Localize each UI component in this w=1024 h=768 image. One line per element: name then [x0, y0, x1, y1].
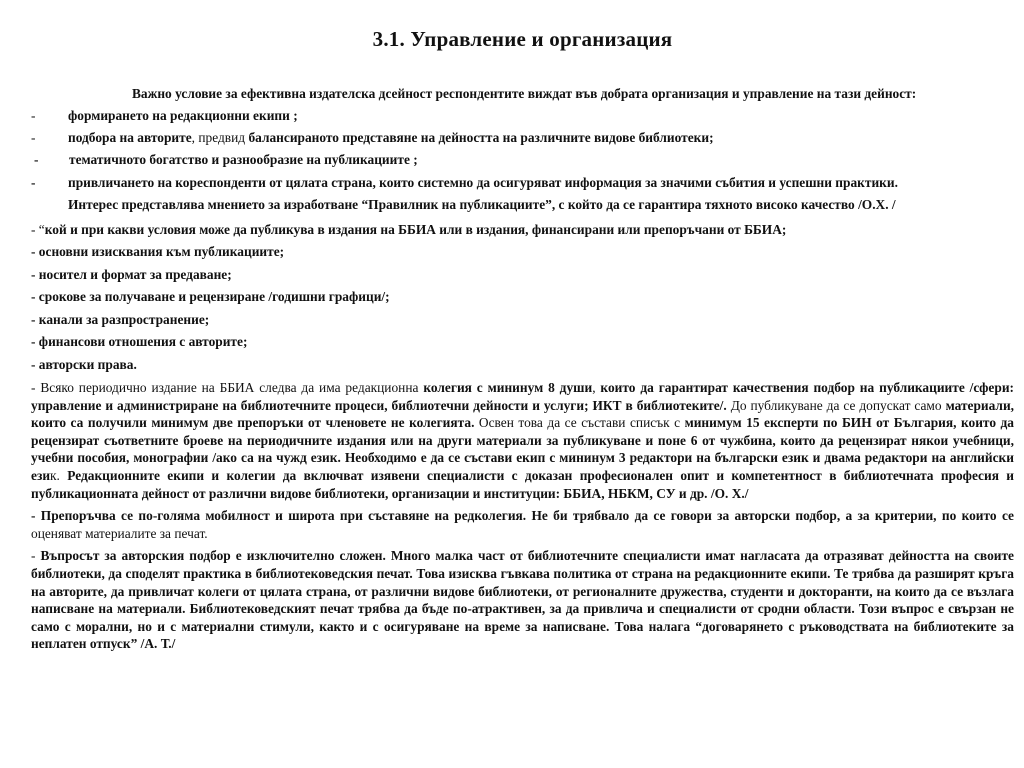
bullet-dash: -	[34, 152, 39, 167]
bullet-item	[31, 106, 1014, 125]
mobility-paragraph: - Препоръчва се по-голяма мобилност и широта при съставяне на редколегия. Не би трябвало да се говори за авторски подбор, а за критерии, по които се оценяват материалите за печат.	[31, 508, 1014, 541]
list-item: - носител и формат за предаване;	[31, 266, 232, 282]
intro-paragraph: Важно условие за ефективна издателска дсейност респондентите виждат във добрата организация и управление на тази дейност:	[132, 86, 917, 101]
page-title: 3.1. Управление и организация	[372, 27, 673, 51]
bullet-text: привличането на кореспонденти от цялата страна, които системно да осигуряват информация за значими събития и успешни практики.	[68, 175, 898, 190]
bullet-item	[31, 172, 1014, 194]
bullet-item	[31, 150, 1014, 169]
interest-paragraph: Интерес представлява мнението за изработване “Правилник на публикациите”, с който да се гарантира тяхното високо качество /О.Х. /	[68, 197, 896, 212]
bullet-dash: -	[31, 108, 36, 123]
list-item: - канали за разпространение;	[31, 311, 210, 327]
document-body	[31, 84, 1014, 653]
bullet-text: тематичното богатство и разнообразие на публикациите ;	[69, 152, 418, 167]
bullet-dash: -	[31, 130, 36, 145]
list-item: - основни изисквания към публикациите;	[31, 244, 285, 259]
list-item: - авторски права.	[31, 356, 137, 372]
bullet-text: формирането на редакционни екипи ;	[68, 108, 298, 123]
editorial-board-paragraph: - Всяко периодично издание на ББИА следва да има редакционна колегия с мининум 8 души, които да гарантират качествения подбор на публикациите /сфери: управление и администриране на библиотечните процеси, библиотечни дейности и услуги; ИКТ в библиотеките/. До публикуване да се допускат само материали, които са получили минимум две препоръки от членовете не колегията. Освен това да се състави списък с минимум 15 експерти по БИН от България, които да рецензират съответните броеве на периодичните издания или на други материали за публикуване и поне 6 от чужбина, които да рецензират някои учебници, учебни пособия, монографии /ако са на чужд език. Необходимо е да се състави екип с мининум 3 редактори на български език и двама редактори на английски език. Редакционните екипи и колегии да включват изявени специалисти с доказан професионален опит и компетентност в библиотечната професия и публикационната дейност от различни видове библиотеки, организации и институции: ББИА, НБКМ, СУ и др. /О. Х./	[31, 380, 1015, 501]
list-item: - срокове за получаване и рецензиране /годишни графици/;	[31, 289, 390, 304]
bullet-dash: -	[31, 175, 36, 190]
list-item: - “кой и при какви условия може да публикува в издания на ББИА или в издания, финансирани или препоръчани от ББИА;	[31, 222, 787, 237]
bullet-item	[31, 128, 1014, 147]
bullet-text: подбора на авторите, предвид балансираното представяне на дейността на различните видове библиотеки;	[68, 130, 714, 145]
list-item: - финансови отношения с авторите;	[31, 334, 248, 349]
author-selection-paragraph: - Въпросът за авторския подбор е изключително сложен. Много малка част от библиотечните специалисти имат нагласата да отразяват дейността на своите библиотеки, да споделят практика в библиотековедския печат. Това изисква гъвкава политика от страна на редакционните екипи. Те трябва да разширят кръга на авторите, да привличат колеги от цялата страна, от различни видове библиотеки, от регионалните дружества, студенти и докторанти, на които да се възлага написване на материали. Библиотековедският печат трябва да бъде по-атрактивен, за да привлича и специалисти от сродни области. Този въпрос е свързан не само с морални, но и с материални стимули, както и с осигуряване на време за написване. Това налага “договарянето с ръководствата на библиотеките за неплатен отпуск” /А. Т./	[31, 548, 1015, 652]
